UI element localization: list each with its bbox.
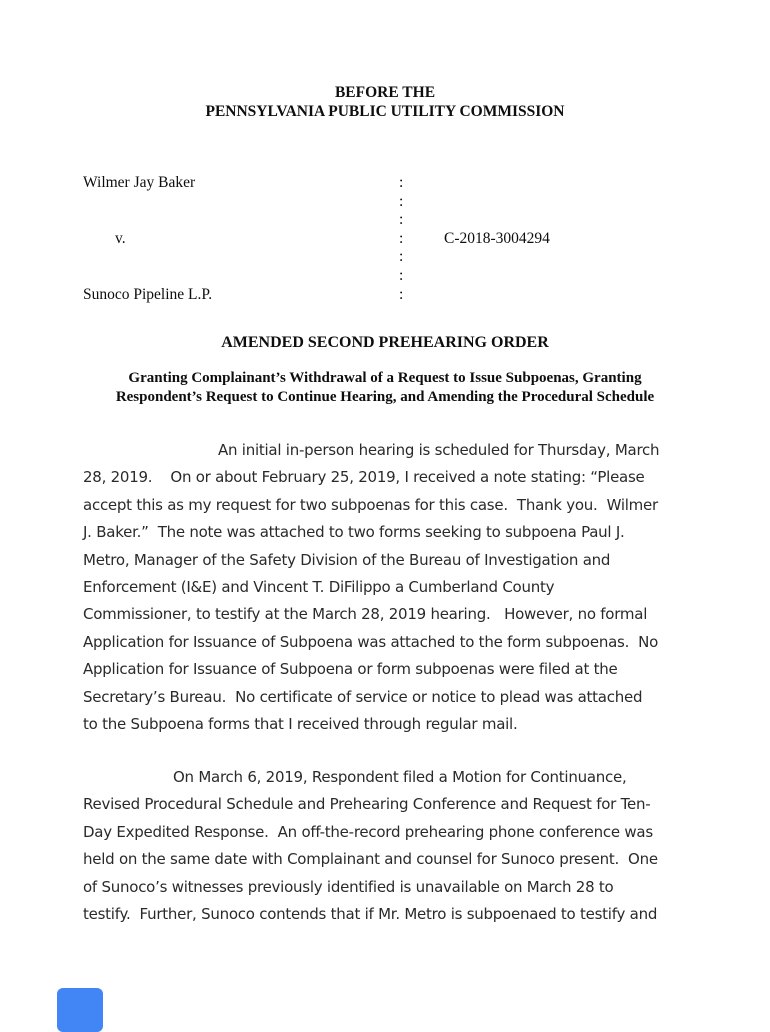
text-line: Application for Issuance of Subpoena or form subpoenas were filed at the — [83, 660, 618, 679]
caption-colon: : — [399, 192, 404, 210]
caption-colon: : — [399, 229, 404, 247]
caption-row — [83, 267, 687, 286]
order-subtitle-line2: Respondent’s Request to Continue Hearing, and Amending the Procedural Schedule — [115, 388, 655, 405]
docket-number: C-2018-3004294 — [444, 229, 550, 247]
text-line: Application for Issuance of Subpoena was attached to the form subpoenas. No — [83, 632, 659, 651]
paragraph-1 — [83, 437, 703, 738]
text-line: Secretary’s Bureau. No certificate of service or notice to plead was attached — [83, 687, 643, 706]
text-line: to the Subpoena forms that I received through regular mail. — [83, 714, 518, 733]
court-header-line2: PENNSYLVANIA PUBLIC UTILITY COMMISSION — [205, 102, 565, 120]
text-line: Commissioner, to testify at the March 28, 2019 hearing. However, no formal — [83, 605, 648, 624]
text-line: Metro, Manager of the Safety Division of the Bureau of Investigation and — [83, 550, 611, 569]
text-line: held on the same date with Complainant and counsel for Sunoco present. One — [83, 850, 658, 869]
caption-row — [83, 211, 687, 230]
caption-colon: : — [399, 174, 404, 191]
text-line: Revised Procedural Schedule and Prehearing Conference and Request for Ten- — [83, 795, 651, 814]
complainant-name: Wilmer Jay Baker — [83, 174, 196, 191]
caption-row — [83, 286, 687, 305]
caption-colon: : — [399, 211, 404, 229]
caption-colon: : — [399, 285, 404, 303]
text-line: An initial in-person hearing is scheduled for Thursday, March — [218, 441, 660, 459]
floating-action-button[interactable] — [57, 988, 103, 1032]
order-title: AMENDED SECOND PREHEARING ORDER — [221, 334, 549, 351]
text-line: Day Expedited Response. An off-the-record prehearing phone conference was — [83, 822, 653, 841]
caption-colon: : — [399, 248, 404, 266]
order-subtitle-line1: Granting Complainant’s Withdrawal of a Request to Issue Subpoenas, Granting — [128, 370, 642, 386]
text-line: 28, 2019. On or about February 25, 2019, I received a note stating: “Please — [83, 468, 645, 487]
order-subtitle — [0, 369, 770, 406]
case-caption — [83, 174, 687, 304]
paragraph-2 — [83, 764, 703, 928]
text-line: J. Baker.” The note was attached to two forms seeking to subpoena Paul J. — [83, 523, 625, 542]
caption-colon: : — [399, 266, 404, 284]
respondent-name: Sunoco Pipeline L.P. — [83, 285, 213, 303]
caption-row — [83, 248, 687, 267]
caption-row — [83, 230, 687, 249]
text-line: of Sunoco’s witnesses previously identified is unavailable on March 28 to — [83, 877, 614, 896]
text-line: Enforcement (I&E) and Vincent T. DiFilippo a Cumberland County — [83, 577, 555, 596]
court-header — [0, 84, 770, 121]
text-line: accept this as my request for two subpoenas for this case. Thank you. Wilmer — [83, 495, 658, 514]
court-header-line1: BEFORE THE — [334, 84, 436, 101]
caption-row — [83, 193, 687, 212]
caption-row — [83, 174, 687, 193]
text-line: On March 6, 2019, Respondent filed a Motion for Continuance, — [173, 768, 627, 786]
text-line: testify. Further, Sunoco contends that if Mr. Metro is subpoenaed to testify and — [83, 904, 658, 923]
versus-label: v. — [115, 229, 126, 247]
